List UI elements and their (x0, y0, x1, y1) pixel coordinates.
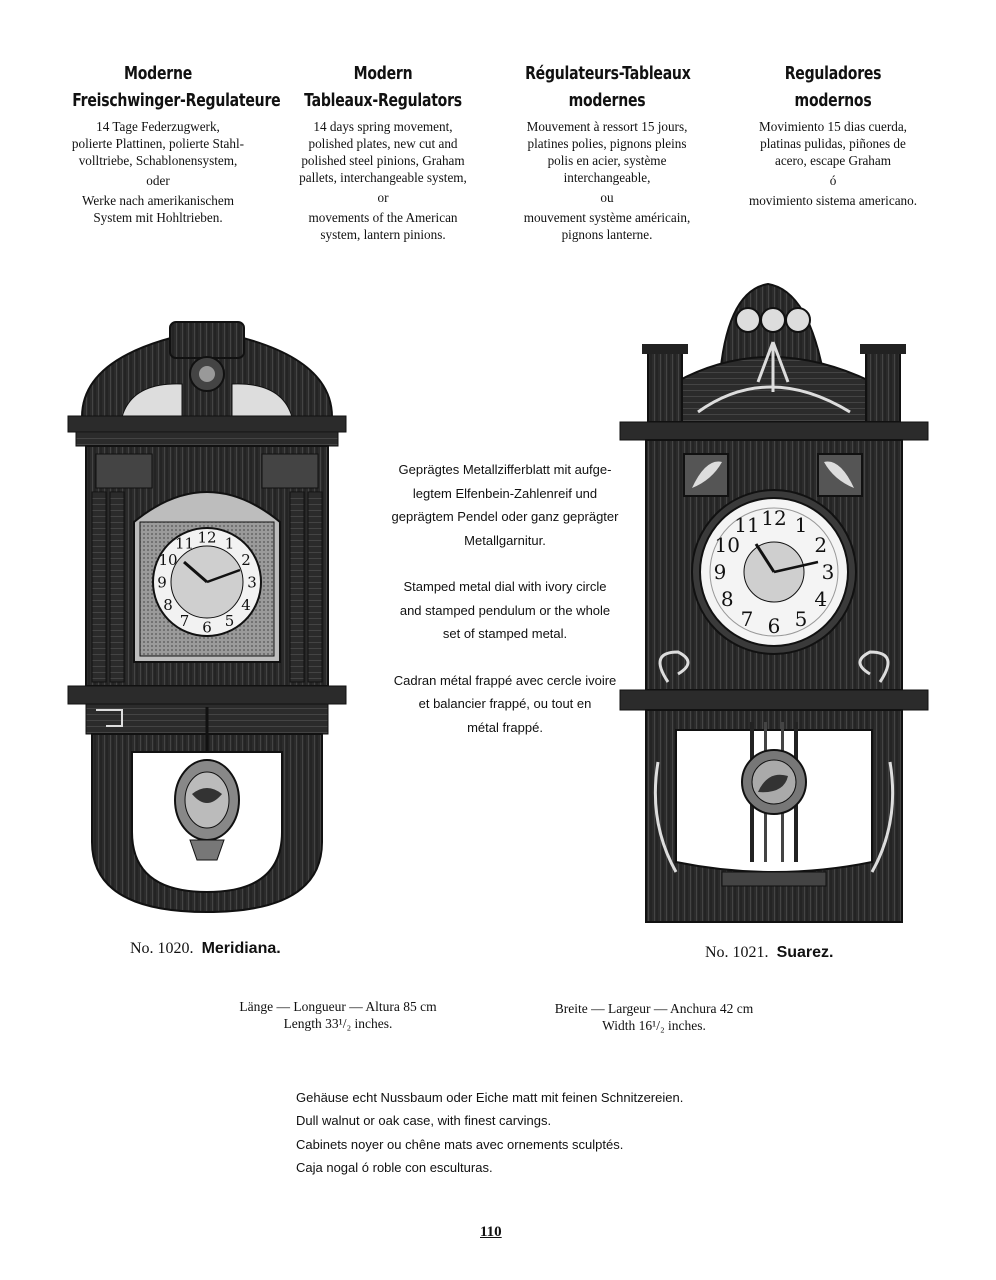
column-english (278, 60, 488, 243)
dial-numeral: 12 (197, 528, 217, 547)
clock-caption-suarez: No. 1021. Suarez. (705, 944, 834, 961)
description-german: Geprägtes Metallzifferblatt mit aufge- legtem Elfenbein-Zahlenreif und geprägtem Pendel oder ganz geprägter Metallgarnitur. (391, 462, 619, 548)
column-text: 14 Tage Federzugwerk, polierte Plattinen, polierte Stahl- volltriebe, Schablonensystem, oder Werke nach amerikanischem System mit Hohltrieben. (71, 119, 245, 225)
dial-numeral: 3 (247, 573, 257, 592)
dimensions-length: Länge — Longueur — Altura 85 cm Length 33¹/₂ inches. (239, 999, 437, 1031)
dial-numeral: 8 (163, 595, 173, 614)
dial-numeral: 11 (734, 513, 760, 538)
page-number: 110 (480, 1224, 502, 1240)
column-spanish (728, 60, 938, 209)
dimensions-width: Breite — Largeur — Anchura 42 cm Width 16¹/₂ inches. (554, 1001, 754, 1033)
dial-numeral: 1 (224, 534, 235, 553)
dial-numeral: 5 (224, 612, 235, 631)
column-german (48, 60, 281, 226)
dial-numeral: 5 (794, 606, 808, 631)
description-french: Cadran métal frappé avec cercle ivoire et balancier frappé, ou tout en métal frappé. (393, 672, 617, 735)
dial-numeral: 4 (814, 587, 828, 611)
dial-numeral: 10 (158, 550, 178, 569)
dial-numeral: 2 (241, 550, 251, 569)
dial-numeral: 6 (202, 618, 212, 637)
dial-numeral: 1 (794, 513, 808, 538)
column-title: Régulateurs-Tableaux modernes (525, 63, 691, 111)
dial-numeral: 6 (767, 614, 781, 638)
column-title: Moderne Freischwinger-Regulateure (72, 63, 281, 111)
column-french (502, 60, 712, 243)
column-title: Modern Tableaux-Regulators (304, 63, 462, 111)
dial-numeral: 8 (720, 587, 734, 611)
dial-numeral: 9 (157, 573, 167, 592)
column-text: Mouvement à ressort 15 jours, platines polies, pignons pleins polis en acier, système interchangeable, ou mouvement système américain, pignons lanterne. (523, 119, 691, 242)
dial-numeral: 3 (821, 560, 835, 584)
dial-numeral: 7 (179, 612, 190, 631)
clock-suarez-illustration (618, 282, 930, 932)
clock-meridiana-illustration (62, 312, 352, 932)
dial-description (360, 458, 650, 762)
description-english: Stamped metal dial with ivory circle and stamped pendulum or the whole set of stamped metal. (399, 579, 611, 641)
column-text: Movimiento 15 dias cuerda, platinas pulidas, piñones de acero, escape Graham ó movimiento sistema americano. (748, 119, 918, 208)
dial-numeral: 9 (713, 560, 727, 584)
dial-numeral: 2 (814, 533, 828, 557)
dial-numeral: 7 (740, 606, 754, 631)
column-title: Reguladores modernos (784, 63, 882, 111)
dial-numeral: 4 (241, 595, 251, 614)
case-description: Gehäuse echt Nussbaum oder Eiche matt mit feinen Schnitzereien. Dull walnut or oak case, with finest carvings. Cabinets noyer ou chêne mats avec ornements sculptés. Caja nogal ó roble con esculturas. (296, 1090, 684, 1175)
column-text: 14 days spring movement, polished plates, new cut and polished steel pinions, Graham pallets, interchangeable system, or movements of the American system, lantern pinions. (299, 119, 467, 242)
dial-numeral: 11 (174, 534, 195, 553)
dial-numeral: 12 (761, 506, 787, 530)
dial-numeral: 10 (714, 533, 740, 557)
clock-caption-meridiana: No. 1020. Meridiana. (130, 940, 281, 957)
